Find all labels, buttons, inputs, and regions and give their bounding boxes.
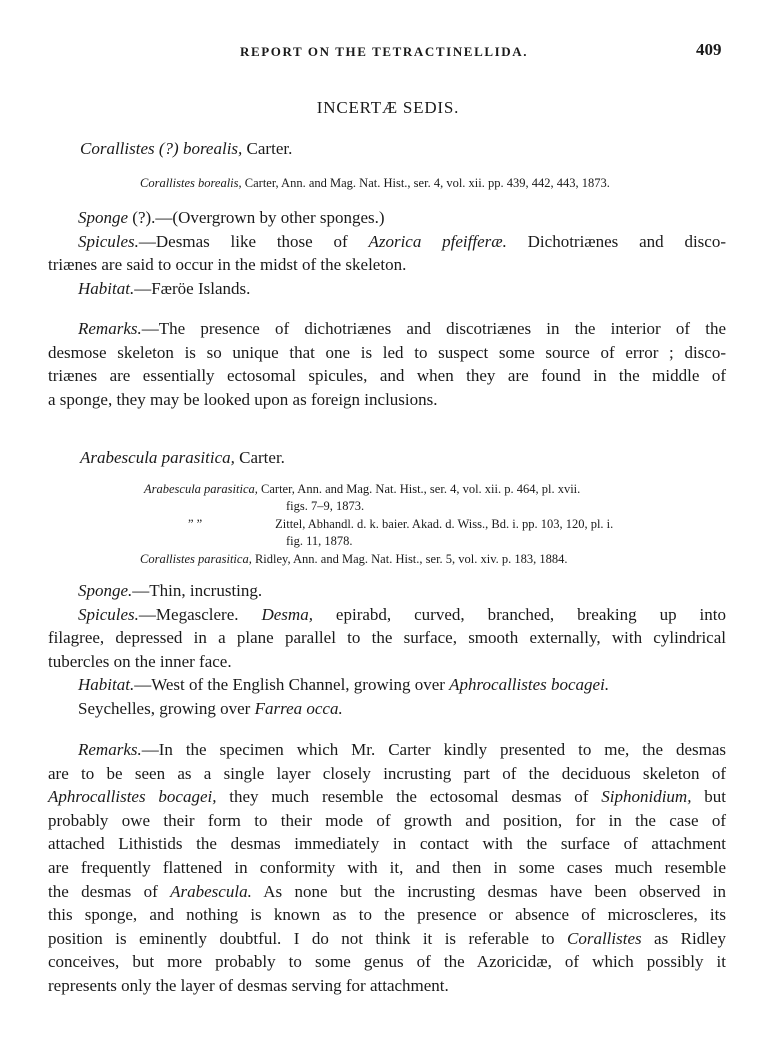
remarks-line-3: triænes are essentially ectosomal spicules, and when they are found in the middle of <box>48 366 726 386</box>
remarks-text: the desmas of <box>48 881 171 901</box>
habitat2-text: Seychelles, growing over <box>78 698 255 718</box>
spicules-label: Spicules. <box>78 604 139 624</box>
spicules-line-2: filagree, depressed in a plane parallel to the surface, smooth externally, with cylindrical <box>48 628 726 648</box>
synonymy-continuation-1: figs. 7–9, 1873. <box>286 499 365 513</box>
habitat-text: —Færöe Islands. <box>134 278 251 298</box>
spicules-text-b: epirabd, curved, branched, breaking up into <box>312 604 727 624</box>
running-head: REPORT ON THE TETRACTINELLIDA. <box>240 44 529 59</box>
remarks-text: they much resemble the ectosomal desmas of <box>216 787 602 807</box>
remarks-line-2: desmose skeleton is so unique that one is led to suspect some source of error ; disco- <box>48 342 726 362</box>
synonym-name: Arabescula parasitica, <box>144 482 258 496</box>
synonym-ref: Carter, Ann. and Mag. Nat. Hist., ser. 4, vol. xii. p. 464, pl. xvii. <box>261 482 581 496</box>
spicules-text-b: Dichotriænes and disco- <box>506 231 726 251</box>
habitat-text: —West of the English Channel, growing over <box>134 675 450 695</box>
species-heading-1 <box>80 139 292 159</box>
remarks-line-4: a sponge, they may be looked upon as foreign inclusions. <box>48 389 438 409</box>
remarks-line-3 <box>48 785 726 809</box>
remarks-italic: Aphrocallistes bocagei, <box>48 787 217 807</box>
remarks-label: Remarks. <box>78 740 142 759</box>
remarks-line-10: conceives, but more probably to some genus of the Azoricidæ, of which possibly it <box>48 952 726 972</box>
remarks-italic-2: Siphonidium, <box>601 787 692 807</box>
ditto-marks: ” ” <box>188 517 203 531</box>
remarks-line-1 <box>48 738 726 762</box>
remarks-italic: Arabescula. <box>170 881 252 901</box>
remarks-text-b: but <box>691 787 726 807</box>
habitat-line <box>48 673 726 697</box>
spicules-line <box>48 603 726 627</box>
habitat-line <box>48 277 726 301</box>
remarks-text: —In the specimen which Mr. Carter kindly presented to me, the desmas <box>141 740 726 759</box>
sponge-label: Sponge. <box>78 581 133 600</box>
spicules-text: —Desmas like those of <box>138 231 369 251</box>
spicules-text: —Megasclere. <box>138 604 262 624</box>
habitat-line-2 <box>48 697 726 721</box>
remarks-line-4: probably owe their form to their mode of growth and position, for in the case of <box>48 810 726 830</box>
sponge-line <box>48 206 726 230</box>
habitat-italic: Aphrocallistes bocagei. <box>449 675 610 695</box>
spicules-label: Spicules. <box>78 231 139 251</box>
synonymy-entry <box>140 176 610 191</box>
species2-remarks <box>48 738 726 998</box>
species-author: Carter. <box>239 448 285 467</box>
synonym-name: Corallistes parasitica, <box>140 552 252 566</box>
synonymy-entry-1 <box>144 482 580 497</box>
habitat2-italic: Farrea occa. <box>254 698 343 718</box>
habitat-label: Habitat. <box>78 675 135 695</box>
species2-description <box>48 579 726 721</box>
species1-description <box>48 206 726 300</box>
spicules-line-2: triænes are said to occur in the midst of the skeleton. <box>48 255 407 275</box>
synonym-ref: Ridley, Ann. and Mag. Nat. Hist., ser. 5, vol. xiv. p. 183, 1884. <box>254 552 568 566</box>
remarks-label: Remarks. <box>78 319 142 338</box>
remarks-line-9 <box>48 927 726 951</box>
remarks-line-5: attached Lithistids the desmas immediately in contact with the surface of attachment <box>48 834 726 854</box>
species-name: Corallistes (?) borealis, <box>80 139 243 158</box>
species-heading-2 <box>80 448 285 468</box>
sponge-text: (?).—(Overgrown by other sponges.) <box>132 208 385 227</box>
species-author: Carter. <box>246 139 293 158</box>
sponge-text: —Thin, incrusting. <box>132 581 263 600</box>
sponge-label: Sponge <box>78 208 129 227</box>
remarks-line-2: are to be seen as a single layer closely incrusting part of the deciduous skeleton of <box>48 763 726 783</box>
remarks-line-7 <box>48 880 726 904</box>
remarks-line-8: this sponge, and nothing is known as to the presence or absence of microscleres, its <box>48 905 726 925</box>
species-name: Arabescula parasitica, <box>80 448 235 467</box>
remarks-line-6: are frequently flattened in conformity with it, and then in some cases much resemble <box>48 857 726 877</box>
synonymy-entry-2 <box>188 517 613 532</box>
synonym-ref: Zittel, Abhandl. d. k. baier. Akad. d. Wiss., Bd. i. pp. 103, 120, pl. i. <box>275 517 614 531</box>
page-number: 409 <box>696 40 722 59</box>
section-title: INCERTÆ SEDIS. <box>316 98 460 117</box>
sponge-line <box>48 579 726 603</box>
species1-remarks <box>48 317 726 411</box>
remarks-text-b: As none but the incrusting desmas have been observed in <box>251 881 726 901</box>
synonymy-continuation-2: fig. 11, 1878. <box>286 534 353 548</box>
spicules-line-3: tubercles on the inner face. <box>48 651 232 671</box>
remarks-text: —The presence of dichotriænes and discotriænes in the interior of the <box>141 319 726 338</box>
synonymy-entry-3 <box>140 552 568 567</box>
spicules-italic: Azorica pfeifferæ. <box>368 231 507 251</box>
habitat-label: Habitat. <box>78 278 135 298</box>
remarks-italic: Corallistes <box>566 928 642 948</box>
remarks-line-1 <box>48 317 726 341</box>
remarks-line-11: represents only the layer of desmas serving for attachment. <box>48 975 449 995</box>
synonym-name: Corallistes borealis, <box>140 176 242 190</box>
synonym-ref: Carter, Ann. and Mag. Nat. Hist., ser. 4, vol. xii. pp. 439, 442, 443, 1873. <box>244 176 610 190</box>
remarks-text: position is eminently doubtful. I do not think it is referable to <box>48 928 567 948</box>
spicules-line <box>48 230 726 254</box>
remarks-text-b: as Ridley <box>641 928 726 948</box>
spicules-italic: Desma, <box>261 604 313 624</box>
